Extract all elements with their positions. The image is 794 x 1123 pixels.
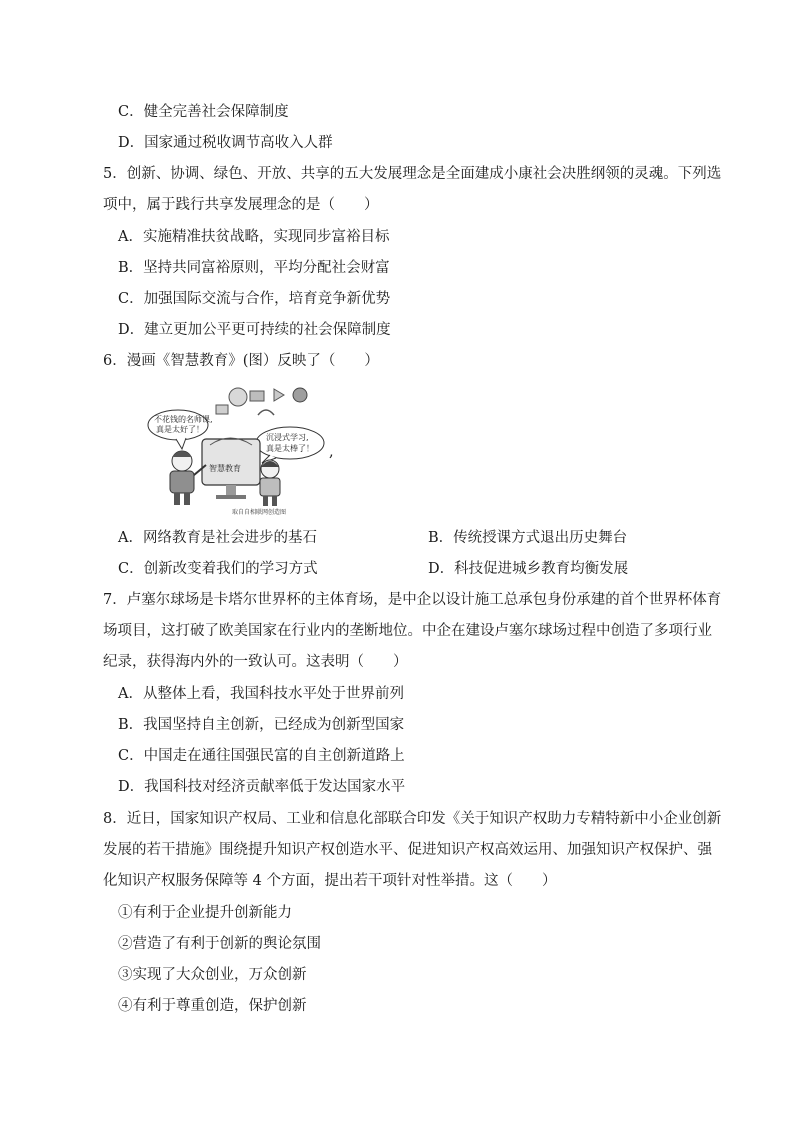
smart-education-cartoon: [146, 385, 326, 517]
q6-option-c: C．创新改变着我们的学习方式: [118, 561, 318, 577]
q5-option-d: D．建立更加公平更可持续的社会保障制度: [118, 322, 391, 338]
q7-stem-line2: 场项目，这打破了欧美国家在行业内的垄断地位。中企在建设卢塞尔球场过程中创造了多项行业: [103, 623, 712, 639]
q7-option-b: B．我国坚持自主创新，已经成为创新型国家: [118, 717, 405, 733]
q5-stem-line2: 项中，属于践行共享发展理念的是（ ）: [103, 197, 379, 213]
q6-option-d: D．科技促进城乡教育均衡发展: [428, 561, 629, 577]
q6-stem: 6．漫画《智慧教育》(图）反映了（ ）: [103, 353, 379, 369]
q4-option-d: D．国家通过税收调节高收入人群: [118, 135, 333, 151]
cartoon-trailing-comma: ,: [329, 444, 334, 460]
q7-option-c: C．中国走在通往国强民富的自主创新道路上: [118, 748, 405, 764]
q5-option-c: C．加强国际交流与合作，培育竞争新优势: [118, 291, 391, 307]
q8-item-3: ③实现了大众创业，万众创新: [118, 967, 307, 983]
q5-option-b: B．坚持共同富裕原则，平均分配社会财富: [118, 260, 390, 276]
q7-stem-line3: 纪录，获得海内外的一致认可。这表明（ ）: [103, 654, 408, 670]
bubble-left-line2: 真是太好了！: [156, 425, 204, 434]
q7-option-d: D．我国科技对经济贡献率低于发达国家水平: [118, 779, 406, 795]
q8-stem-line1: 8．近日，国家知识产权局、工业和信息化部联合印发《关于知识产权助力专精特新中小企业创新: [103, 811, 722, 827]
q7-stem-line1: 7．卢塞尔球场是卡塔尔世界杯的主体育场，是中企以设计施工总承包身份承建的首个世界杯体育: [103, 592, 722, 608]
cartoon-caption: 取自自相联网创造图: [232, 509, 287, 516]
bubble-right-line2: 真是太棒了！: [266, 444, 314, 453]
bubble-right-line1: 沉浸式学习,: [266, 433, 309, 442]
q8-item-2: ②营造了有利于创新的舆论氛围: [118, 936, 321, 952]
q5-stem-line1: 5．创新、协调、绿色、开放、共享的五大发展理念是全面建成小康社会决胜纲领的灵魂。下列选: [103, 166, 722, 182]
q8-item-1: ①有利于企业提升创新能力: [118, 905, 292, 921]
cartoon-illustration: [146, 385, 326, 517]
q5-option-a: A．实施精准扶贫战略，实现同步富裕目标: [118, 229, 390, 245]
q6-option-b: B．传统授课方式退出历史舞台: [428, 530, 628, 546]
q8-stem-line2: 发展的若干措施》围绕提升知识产权创造水平、促进知识产权高效运用、加强知识产权保护、强: [103, 842, 712, 858]
q8-stem-line3: 化知识产权服务保障等 4 个方面，提出若干项针对性举措。这（ ）: [103, 873, 557, 889]
q8-item-4: ④有利于尊重创造，保护创新: [118, 998, 307, 1014]
bubble-left-line1: 不花钱的名师课,: [154, 415, 213, 424]
q7-option-a: A．从整体上看，我国科技水平处于世界前列: [118, 686, 404, 702]
q6-option-a: A．网络教育是社会进步的基石: [118, 530, 317, 546]
q4-option-c: C．健全完善社会保障制度: [118, 104, 289, 120]
cartoon-board-text: 智慧教育: [209, 464, 241, 473]
